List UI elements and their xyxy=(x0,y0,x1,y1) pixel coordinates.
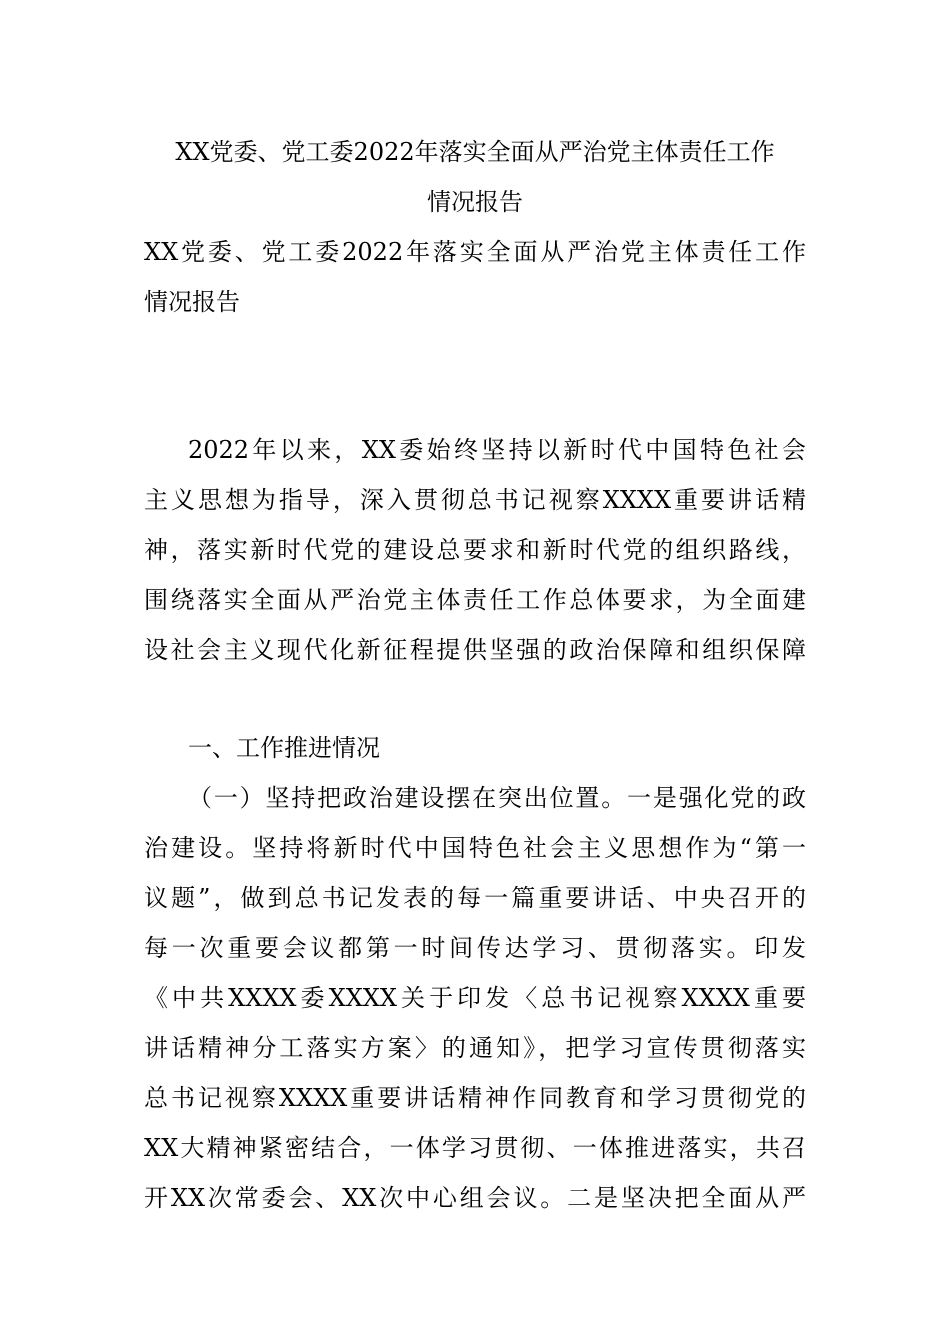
section-1-line-1: （一）坚持把政治建设摆在突出位置。一是强化党的政 xyxy=(188,784,806,812)
intro-paragraph-line-5: 设社会主义现代化新征程提供坚强的政治保障和组织保障 xyxy=(144,636,806,664)
intro-paragraph-line-1: 2022年以来，XX委始终坚持以新时代中国特色社会 xyxy=(188,436,806,464)
section-1-line-3: 议题”，做到总书记发表的每一篇重要讲话、中央召开的 xyxy=(144,884,806,912)
document-subtitle-line-2: 情况报告 xyxy=(144,288,240,316)
section-1-line-7: 总书记视察XXXX重要讲话精神作同教育和学习贯彻党的 xyxy=(144,1084,806,1112)
document-title-line-2: 情况报告 xyxy=(427,188,523,216)
intro-paragraph-line-3: 神，落实新时代党的建设总要求和新时代党的组织路线， xyxy=(144,536,806,564)
document-subtitle-line-1: XX党委、党工委2022年落实全面从严治党主体责任工作 xyxy=(144,238,806,266)
section-1-line-5: 《中共XXXX委XXXX关于印发〈总书记视察XXXX重要 xyxy=(144,984,806,1012)
section-1-line-4: 每一次重要会议都第一时间传达学习、贯彻落实。印发 xyxy=(144,934,806,962)
intro-paragraph-line-2: 主义思想为指导，深入贯彻总书记视察XXXX重要讲话精 xyxy=(144,486,806,514)
section-1-heading: 一、工作推进情况 xyxy=(188,734,380,762)
section-1-line-9: 开XX次常委会、XX次中心组会议。二是坚决把全面从严 xyxy=(144,1184,806,1212)
section-1-line-6: 讲话精神分工落实方案〉的通知》，把学习宣传贯彻落实 xyxy=(144,1034,806,1062)
section-1-line-2: 治建设。坚持将新时代中国特色社会主义思想作为“第一 xyxy=(144,834,806,862)
section-1-line-8: XX大精神紧密结合，一体学习贯彻、一体推进落实，共召 xyxy=(144,1134,806,1162)
intro-paragraph-line-4: 围绕落实全面从严治党主体责任工作总体要求，为全面建 xyxy=(144,586,806,614)
document-title-line-1: XX党委、党工委2022年落实全面从严治党主体责任工作 xyxy=(175,138,775,166)
